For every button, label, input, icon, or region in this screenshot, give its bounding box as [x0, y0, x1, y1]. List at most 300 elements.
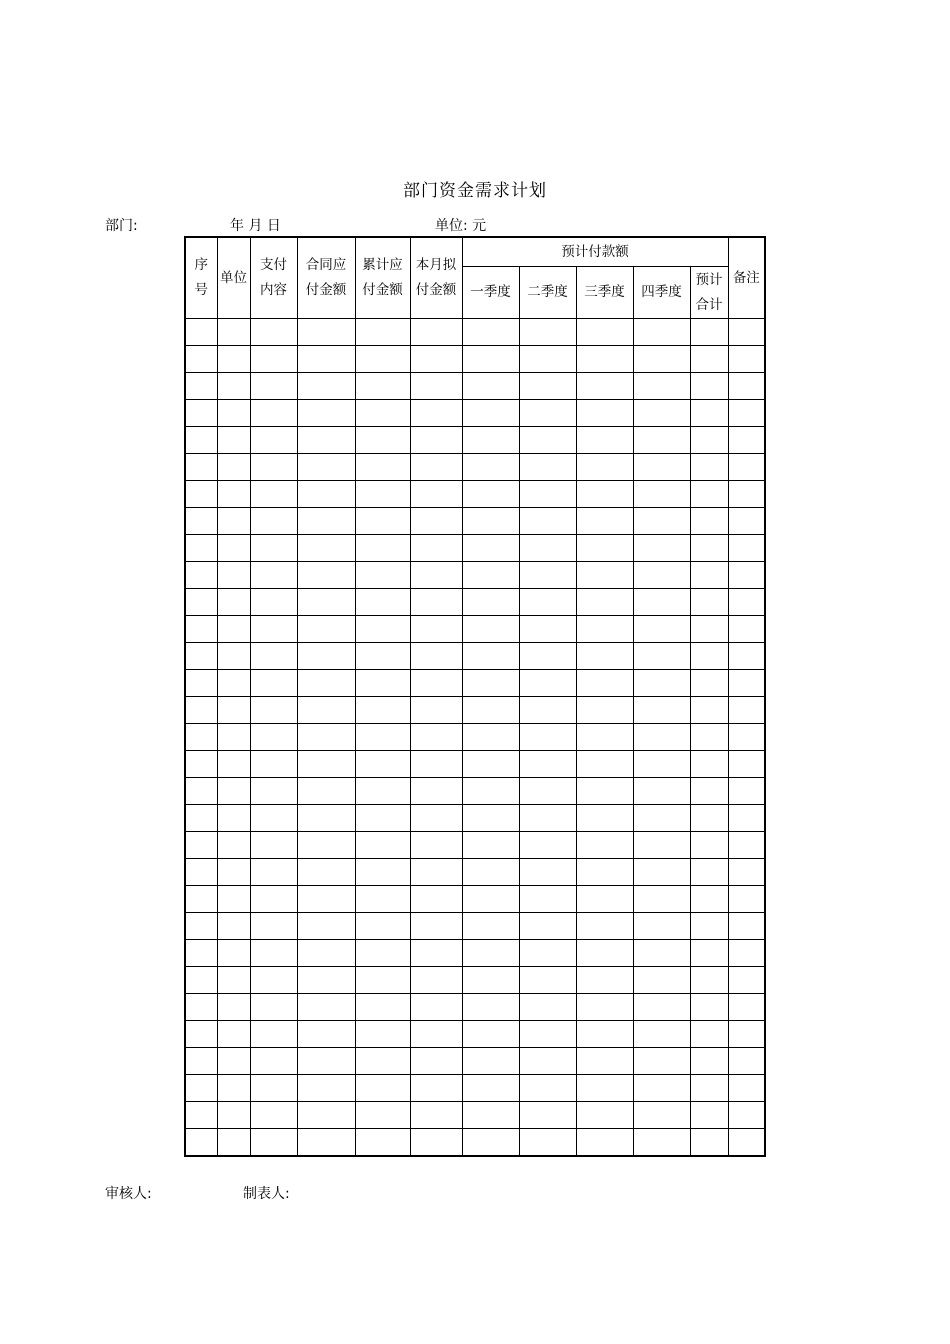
table-cell[interactable]	[690, 967, 728, 994]
table-cell[interactable]	[217, 805, 250, 832]
table-cell[interactable]	[217, 1102, 250, 1129]
table-cell[interactable]	[690, 562, 728, 589]
table-cell[interactable]	[576, 913, 633, 940]
table-cell[interactable]	[355, 724, 410, 751]
table-cell[interactable]	[462, 508, 519, 535]
table-cell[interactable]	[355, 535, 410, 562]
table-cell[interactable]	[297, 859, 355, 886]
table-cell[interactable]	[297, 967, 355, 994]
table-cell[interactable]	[410, 535, 462, 562]
table-cell[interactable]	[217, 319, 250, 346]
table-cell[interactable]	[462, 724, 519, 751]
table-cell[interactable]	[250, 508, 297, 535]
table-cell[interactable]	[690, 616, 728, 643]
table-cell[interactable]	[250, 832, 297, 859]
table-cell[interactable]	[633, 400, 690, 427]
table-cell[interactable]	[690, 346, 728, 373]
table-cell[interactable]	[462, 832, 519, 859]
table-cell[interactable]	[217, 427, 250, 454]
table-cell[interactable]	[250, 751, 297, 778]
table-cell[interactable]	[462, 1048, 519, 1075]
table-cell[interactable]	[462, 751, 519, 778]
table-cell[interactable]	[410, 913, 462, 940]
table-cell[interactable]	[633, 535, 690, 562]
table-cell[interactable]	[462, 697, 519, 724]
table-cell[interactable]	[728, 1102, 765, 1129]
table-cell[interactable]	[690, 589, 728, 616]
table-cell[interactable]	[462, 643, 519, 670]
table-cell[interactable]	[410, 805, 462, 832]
table-cell[interactable]	[576, 1129, 633, 1157]
table-cell[interactable]	[728, 508, 765, 535]
table-cell[interactable]	[355, 427, 410, 454]
table-cell[interactable]	[519, 724, 576, 751]
table-cell[interactable]	[185, 751, 217, 778]
table-cell[interactable]	[217, 562, 250, 589]
table-cell[interactable]	[250, 1021, 297, 1048]
table-cell[interactable]	[728, 400, 765, 427]
table-cell[interactable]	[410, 886, 462, 913]
table-cell[interactable]	[297, 373, 355, 400]
table-cell[interactable]	[250, 805, 297, 832]
table-cell[interactable]	[519, 778, 576, 805]
table-cell[interactable]	[217, 994, 250, 1021]
table-cell[interactable]	[462, 481, 519, 508]
table-cell[interactable]	[410, 967, 462, 994]
table-cell[interactable]	[185, 859, 217, 886]
table-cell[interactable]	[250, 319, 297, 346]
table-cell[interactable]	[690, 751, 728, 778]
table-cell[interactable]	[519, 859, 576, 886]
table-cell[interactable]	[519, 994, 576, 1021]
table-cell[interactable]	[185, 940, 217, 967]
table-cell[interactable]	[297, 535, 355, 562]
table-cell[interactable]	[462, 400, 519, 427]
table-cell[interactable]	[410, 1048, 462, 1075]
table-cell[interactable]	[690, 1021, 728, 1048]
table-cell[interactable]	[519, 481, 576, 508]
table-cell[interactable]	[217, 535, 250, 562]
table-cell[interactable]	[690, 886, 728, 913]
table-cell[interactable]	[728, 670, 765, 697]
table-cell[interactable]	[576, 886, 633, 913]
table-cell[interactable]	[355, 751, 410, 778]
table-cell[interactable]	[576, 454, 633, 481]
table-cell[interactable]	[185, 994, 217, 1021]
table-cell[interactable]	[519, 373, 576, 400]
table-cell[interactable]	[355, 859, 410, 886]
table-cell[interactable]	[633, 1075, 690, 1102]
table-cell[interactable]	[185, 1048, 217, 1075]
table-cell[interactable]	[576, 589, 633, 616]
table-cell[interactable]	[728, 751, 765, 778]
table-cell[interactable]	[297, 454, 355, 481]
table-cell[interactable]	[185, 373, 217, 400]
table-cell[interactable]	[576, 562, 633, 589]
table-cell[interactable]	[519, 454, 576, 481]
table-cell[interactable]	[576, 805, 633, 832]
table-cell[interactable]	[185, 562, 217, 589]
table-cell[interactable]	[355, 373, 410, 400]
table-cell[interactable]	[633, 778, 690, 805]
table-cell[interactable]	[462, 886, 519, 913]
table-cell[interactable]	[297, 1102, 355, 1129]
table-cell[interactable]	[297, 994, 355, 1021]
table-cell[interactable]	[728, 967, 765, 994]
table-cell[interactable]	[185, 589, 217, 616]
table-cell[interactable]	[217, 940, 250, 967]
table-cell[interactable]	[297, 940, 355, 967]
table-cell[interactable]	[576, 1048, 633, 1075]
table-cell[interactable]	[728, 1048, 765, 1075]
table-cell[interactable]	[519, 1048, 576, 1075]
table-cell[interactable]	[519, 913, 576, 940]
table-cell[interactable]	[690, 481, 728, 508]
table-cell[interactable]	[250, 1075, 297, 1102]
table-cell[interactable]	[185, 319, 217, 346]
table-cell[interactable]	[250, 859, 297, 886]
table-cell[interactable]	[633, 508, 690, 535]
table-cell[interactable]	[633, 697, 690, 724]
table-cell[interactable]	[728, 427, 765, 454]
table-cell[interactable]	[297, 805, 355, 832]
table-cell[interactable]	[297, 643, 355, 670]
table-cell[interactable]	[250, 373, 297, 400]
table-cell[interactable]	[250, 778, 297, 805]
table-cell[interactable]	[462, 535, 519, 562]
table-cell[interactable]	[297, 400, 355, 427]
table-cell[interactable]	[728, 697, 765, 724]
table-cell[interactable]	[217, 616, 250, 643]
table-cell[interactable]	[690, 994, 728, 1021]
table-cell[interactable]	[355, 1048, 410, 1075]
table-cell[interactable]	[410, 1102, 462, 1129]
table-cell[interactable]	[250, 481, 297, 508]
table-cell[interactable]	[462, 994, 519, 1021]
table-cell[interactable]	[519, 886, 576, 913]
table-cell[interactable]	[297, 589, 355, 616]
table-cell[interactable]	[690, 1129, 728, 1157]
table-cell[interactable]	[410, 346, 462, 373]
table-cell[interactable]	[355, 643, 410, 670]
table-cell[interactable]	[462, 805, 519, 832]
table-cell[interactable]	[185, 1021, 217, 1048]
table-cell[interactable]	[185, 886, 217, 913]
table-cell[interactable]	[519, 643, 576, 670]
table-cell[interactable]	[355, 1102, 410, 1129]
table-cell[interactable]	[576, 751, 633, 778]
table-cell[interactable]	[185, 1102, 217, 1129]
table-cell[interactable]	[728, 886, 765, 913]
table-cell[interactable]	[633, 616, 690, 643]
table-cell[interactable]	[576, 481, 633, 508]
table-cell[interactable]	[297, 832, 355, 859]
table-cell[interactable]	[728, 859, 765, 886]
table-cell[interactable]	[690, 1075, 728, 1102]
table-cell[interactable]	[250, 1048, 297, 1075]
table-cell[interactable]	[519, 589, 576, 616]
table-cell[interactable]	[519, 346, 576, 373]
table-cell[interactable]	[633, 1129, 690, 1157]
table-cell[interactable]	[250, 616, 297, 643]
table-cell[interactable]	[519, 400, 576, 427]
table-cell[interactable]	[462, 1021, 519, 1048]
table-cell[interactable]	[462, 967, 519, 994]
table-cell[interactable]	[355, 967, 410, 994]
table-cell[interactable]	[633, 832, 690, 859]
table-cell[interactable]	[462, 940, 519, 967]
table-cell[interactable]	[728, 994, 765, 1021]
table-cell[interactable]	[728, 1075, 765, 1102]
table-cell[interactable]	[217, 967, 250, 994]
table-cell[interactable]	[633, 805, 690, 832]
table-cell[interactable]	[185, 670, 217, 697]
table-cell[interactable]	[250, 724, 297, 751]
table-cell[interactable]	[633, 589, 690, 616]
table-cell[interactable]	[576, 643, 633, 670]
table-cell[interactable]	[519, 940, 576, 967]
table-cell[interactable]	[690, 1048, 728, 1075]
table-cell[interactable]	[297, 616, 355, 643]
table-cell[interactable]	[297, 751, 355, 778]
table-cell[interactable]	[462, 454, 519, 481]
table-cell[interactable]	[355, 832, 410, 859]
table-cell[interactable]	[410, 832, 462, 859]
table-cell[interactable]	[355, 589, 410, 616]
table-cell[interactable]	[355, 562, 410, 589]
table-cell[interactable]	[690, 778, 728, 805]
table-cell[interactable]	[297, 481, 355, 508]
table-cell[interactable]	[250, 940, 297, 967]
table-cell[interactable]	[355, 319, 410, 346]
table-cell[interactable]	[519, 751, 576, 778]
table-cell[interactable]	[355, 940, 410, 967]
table-cell[interactable]	[355, 913, 410, 940]
table-cell[interactable]	[728, 454, 765, 481]
table-cell[interactable]	[633, 427, 690, 454]
table-cell[interactable]	[250, 670, 297, 697]
table-cell[interactable]	[217, 913, 250, 940]
table-cell[interactable]	[410, 400, 462, 427]
table-cell[interactable]	[250, 1129, 297, 1157]
table-cell[interactable]	[690, 697, 728, 724]
table-cell[interactable]	[462, 319, 519, 346]
table-cell[interactable]	[297, 427, 355, 454]
table-cell[interactable]	[690, 805, 728, 832]
table-cell[interactable]	[728, 832, 765, 859]
table-cell[interactable]	[410, 778, 462, 805]
table-cell[interactable]	[297, 1048, 355, 1075]
table-cell[interactable]	[519, 670, 576, 697]
table-cell[interactable]	[250, 967, 297, 994]
table-cell[interactable]	[462, 1129, 519, 1157]
table-cell[interactable]	[690, 859, 728, 886]
table-cell[interactable]	[690, 913, 728, 940]
table-cell[interactable]	[462, 913, 519, 940]
table-cell[interactable]	[185, 535, 217, 562]
table-cell[interactable]	[410, 427, 462, 454]
table-cell[interactable]	[576, 832, 633, 859]
table-cell[interactable]	[217, 454, 250, 481]
table-cell[interactable]	[217, 1048, 250, 1075]
table-cell[interactable]	[690, 427, 728, 454]
table-cell[interactable]	[297, 346, 355, 373]
table-cell[interactable]	[297, 1021, 355, 1048]
table-cell[interactable]	[633, 481, 690, 508]
table-cell[interactable]	[250, 994, 297, 1021]
table-cell[interactable]	[519, 832, 576, 859]
table-cell[interactable]	[633, 994, 690, 1021]
table-cell[interactable]	[519, 1102, 576, 1129]
table-cell[interactable]	[410, 481, 462, 508]
table-cell[interactable]	[355, 886, 410, 913]
table-cell[interactable]	[690, 319, 728, 346]
table-cell[interactable]	[355, 616, 410, 643]
table-cell[interactable]	[250, 535, 297, 562]
table-cell[interactable]	[217, 724, 250, 751]
table-cell[interactable]	[728, 319, 765, 346]
table-cell[interactable]	[633, 724, 690, 751]
table-cell[interactable]	[297, 778, 355, 805]
table-cell[interactable]	[185, 967, 217, 994]
table-cell[interactable]	[217, 1021, 250, 1048]
table-cell[interactable]	[410, 1075, 462, 1102]
table-cell[interactable]	[297, 1129, 355, 1157]
table-cell[interactable]	[519, 697, 576, 724]
table-cell[interactable]	[728, 805, 765, 832]
table-cell[interactable]	[410, 859, 462, 886]
table-cell[interactable]	[410, 940, 462, 967]
table-cell[interactable]	[355, 1075, 410, 1102]
table-cell[interactable]	[576, 319, 633, 346]
table-cell[interactable]	[728, 589, 765, 616]
table-cell[interactable]	[217, 697, 250, 724]
table-cell[interactable]	[250, 454, 297, 481]
table-cell[interactable]	[250, 1102, 297, 1129]
table-cell[interactable]	[250, 562, 297, 589]
table-cell[interactable]	[576, 724, 633, 751]
table-cell[interactable]	[519, 1129, 576, 1157]
table-cell[interactable]	[576, 346, 633, 373]
table-cell[interactable]	[185, 913, 217, 940]
table-cell[interactable]	[410, 751, 462, 778]
table-cell[interactable]	[217, 886, 250, 913]
table-cell[interactable]	[519, 562, 576, 589]
table-cell[interactable]	[576, 508, 633, 535]
table-cell[interactable]	[185, 454, 217, 481]
table-cell[interactable]	[519, 967, 576, 994]
table-cell[interactable]	[728, 562, 765, 589]
table-cell[interactable]	[185, 805, 217, 832]
table-cell[interactable]	[185, 778, 217, 805]
table-cell[interactable]	[355, 481, 410, 508]
table-cell[interactable]	[355, 1021, 410, 1048]
table-cell[interactable]	[690, 670, 728, 697]
table-cell[interactable]	[519, 427, 576, 454]
table-cell[interactable]	[355, 400, 410, 427]
table-cell[interactable]	[410, 994, 462, 1021]
table-cell[interactable]	[297, 886, 355, 913]
table-cell[interactable]	[250, 643, 297, 670]
table-cell[interactable]	[690, 535, 728, 562]
table-cell[interactable]	[410, 319, 462, 346]
table-cell[interactable]	[462, 1102, 519, 1129]
table-cell[interactable]	[633, 373, 690, 400]
table-cell[interactable]	[185, 400, 217, 427]
table-cell[interactable]	[576, 427, 633, 454]
table-cell[interactable]	[297, 562, 355, 589]
table-cell[interactable]	[410, 562, 462, 589]
table-cell[interactable]	[297, 913, 355, 940]
table-cell[interactable]	[576, 535, 633, 562]
table-cell[interactable]	[633, 562, 690, 589]
table-cell[interactable]	[633, 967, 690, 994]
table-cell[interactable]	[728, 346, 765, 373]
table-cell[interactable]	[217, 832, 250, 859]
table-cell[interactable]	[633, 886, 690, 913]
table-cell[interactable]	[690, 1102, 728, 1129]
table-cell[interactable]	[462, 778, 519, 805]
table-cell[interactable]	[728, 373, 765, 400]
table-cell[interactable]	[633, 940, 690, 967]
table-cell[interactable]	[728, 724, 765, 751]
table-cell[interactable]	[576, 373, 633, 400]
table-cell[interactable]	[250, 886, 297, 913]
table-cell[interactable]	[519, 1075, 576, 1102]
table-cell[interactable]	[250, 400, 297, 427]
table-cell[interactable]	[217, 751, 250, 778]
table-cell[interactable]	[355, 697, 410, 724]
table-cell[interactable]	[410, 643, 462, 670]
table-cell[interactable]	[410, 670, 462, 697]
table-cell[interactable]	[217, 589, 250, 616]
table-cell[interactable]	[728, 643, 765, 670]
table-cell[interactable]	[519, 616, 576, 643]
table-cell[interactable]	[185, 616, 217, 643]
table-cell[interactable]	[576, 697, 633, 724]
table-cell[interactable]	[297, 670, 355, 697]
table-cell[interactable]	[519, 805, 576, 832]
table-cell[interactable]	[633, 1048, 690, 1075]
table-cell[interactable]	[217, 1075, 250, 1102]
table-cell[interactable]	[462, 859, 519, 886]
table-cell[interactable]	[185, 508, 217, 535]
table-cell[interactable]	[250, 589, 297, 616]
table-cell[interactable]	[576, 859, 633, 886]
table-cell[interactable]	[690, 454, 728, 481]
table-cell[interactable]	[185, 697, 217, 724]
table-cell[interactable]	[297, 697, 355, 724]
table-cell[interactable]	[690, 508, 728, 535]
table-cell[interactable]	[250, 913, 297, 940]
table-cell[interactable]	[576, 670, 633, 697]
table-cell[interactable]	[576, 967, 633, 994]
table-cell[interactable]	[297, 1075, 355, 1102]
table-cell[interactable]	[633, 859, 690, 886]
table-cell[interactable]	[297, 319, 355, 346]
table-cell[interactable]	[297, 724, 355, 751]
table-cell[interactable]	[633, 751, 690, 778]
table-cell[interactable]	[250, 697, 297, 724]
table-cell[interactable]	[633, 643, 690, 670]
table-cell[interactable]	[728, 616, 765, 643]
table-cell[interactable]	[462, 1075, 519, 1102]
table-cell[interactable]	[217, 1129, 250, 1157]
table-cell[interactable]	[217, 481, 250, 508]
table-cell[interactable]	[576, 940, 633, 967]
table-cell[interactable]	[462, 373, 519, 400]
table-cell[interactable]	[185, 832, 217, 859]
